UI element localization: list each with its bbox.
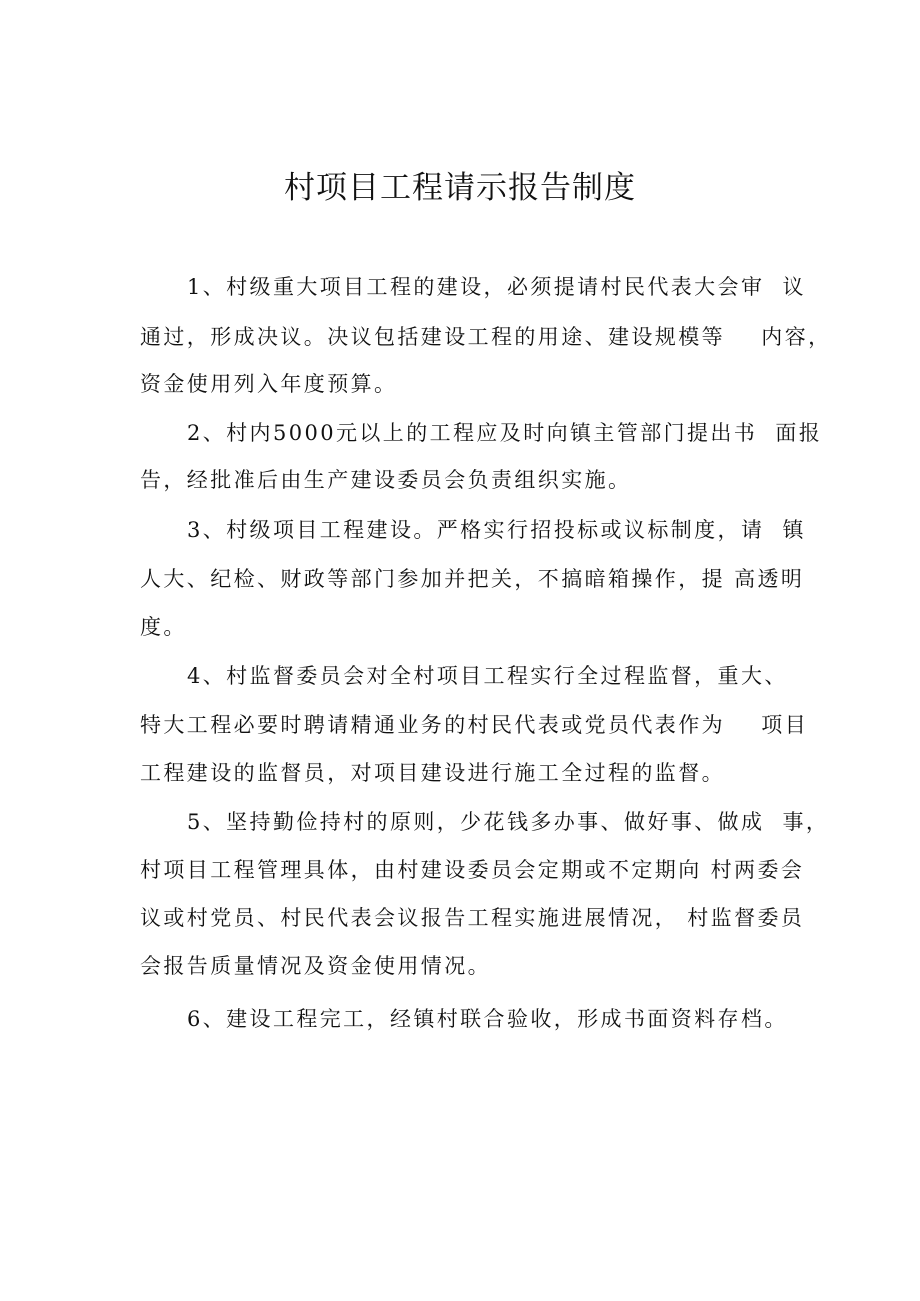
paragraph-3-line-2: 人大、纪检、财政等部门参加并把关，不搞暗箱操作，提 高透明: [140, 567, 805, 591]
paragraph-2-line-1: 2、村内5000元以上的工程应及时向镇主管部门提出书 面报: [187, 421, 823, 445]
paragraph-3-line-1: 3、村级项目工程建设。严格实行招投标或议标制度，请 镇: [187, 518, 806, 542]
paragraph-4-line-3: 工程建设的监督员，对项目建设进行施工全过程的监督。: [140, 761, 725, 785]
paragraph-1-line-3: 资金使用列入年度预算。: [140, 372, 398, 396]
paragraph-1-line-2: 通过，形成决议。决议包括建设工程的用途、建设规模等 内容，: [140, 325, 832, 349]
paragraph-3-line-3: 度。: [140, 615, 187, 639]
paragraph-6-line-1: 6、建设工程完工，经镇村联合验收，形成书面资料存档。: [187, 1007, 788, 1031]
paragraph-2-line-2: 告，经批准后由生产建设委员会负责组织实施。: [140, 468, 632, 492]
paragraph-4-line-1: 4、村监督委员会对全村项目工程实行全过程监督，重大、: [187, 664, 788, 688]
paragraph-5-line-4: 会报告质量情况及资金使用情况。: [140, 954, 491, 978]
paragraph-5-line-1: 5、坚持勤俭持村的原则，少花钱多办事、做好事、做成 事，: [187, 810, 830, 834]
document-title: 村项目工程请示报告制度: [284, 170, 636, 206]
paragraph-4-line-2: 特大工程必要时聘请精通业务的村民代表或党员代表作为 项目: [140, 713, 809, 737]
paragraph-5-line-3: 议或村党员、村民代表会议报告工程实施进展情况， 村监督委员: [140, 906, 805, 930]
paragraph-5-line-2: 村项目工程管理具体，由村建设委员会定期或不定期向 村两委会: [140, 858, 805, 882]
paragraph-1-line-1: 1、村级重大项目工程的建设，必须提请村民代表大会审 议: [187, 275, 806, 299]
